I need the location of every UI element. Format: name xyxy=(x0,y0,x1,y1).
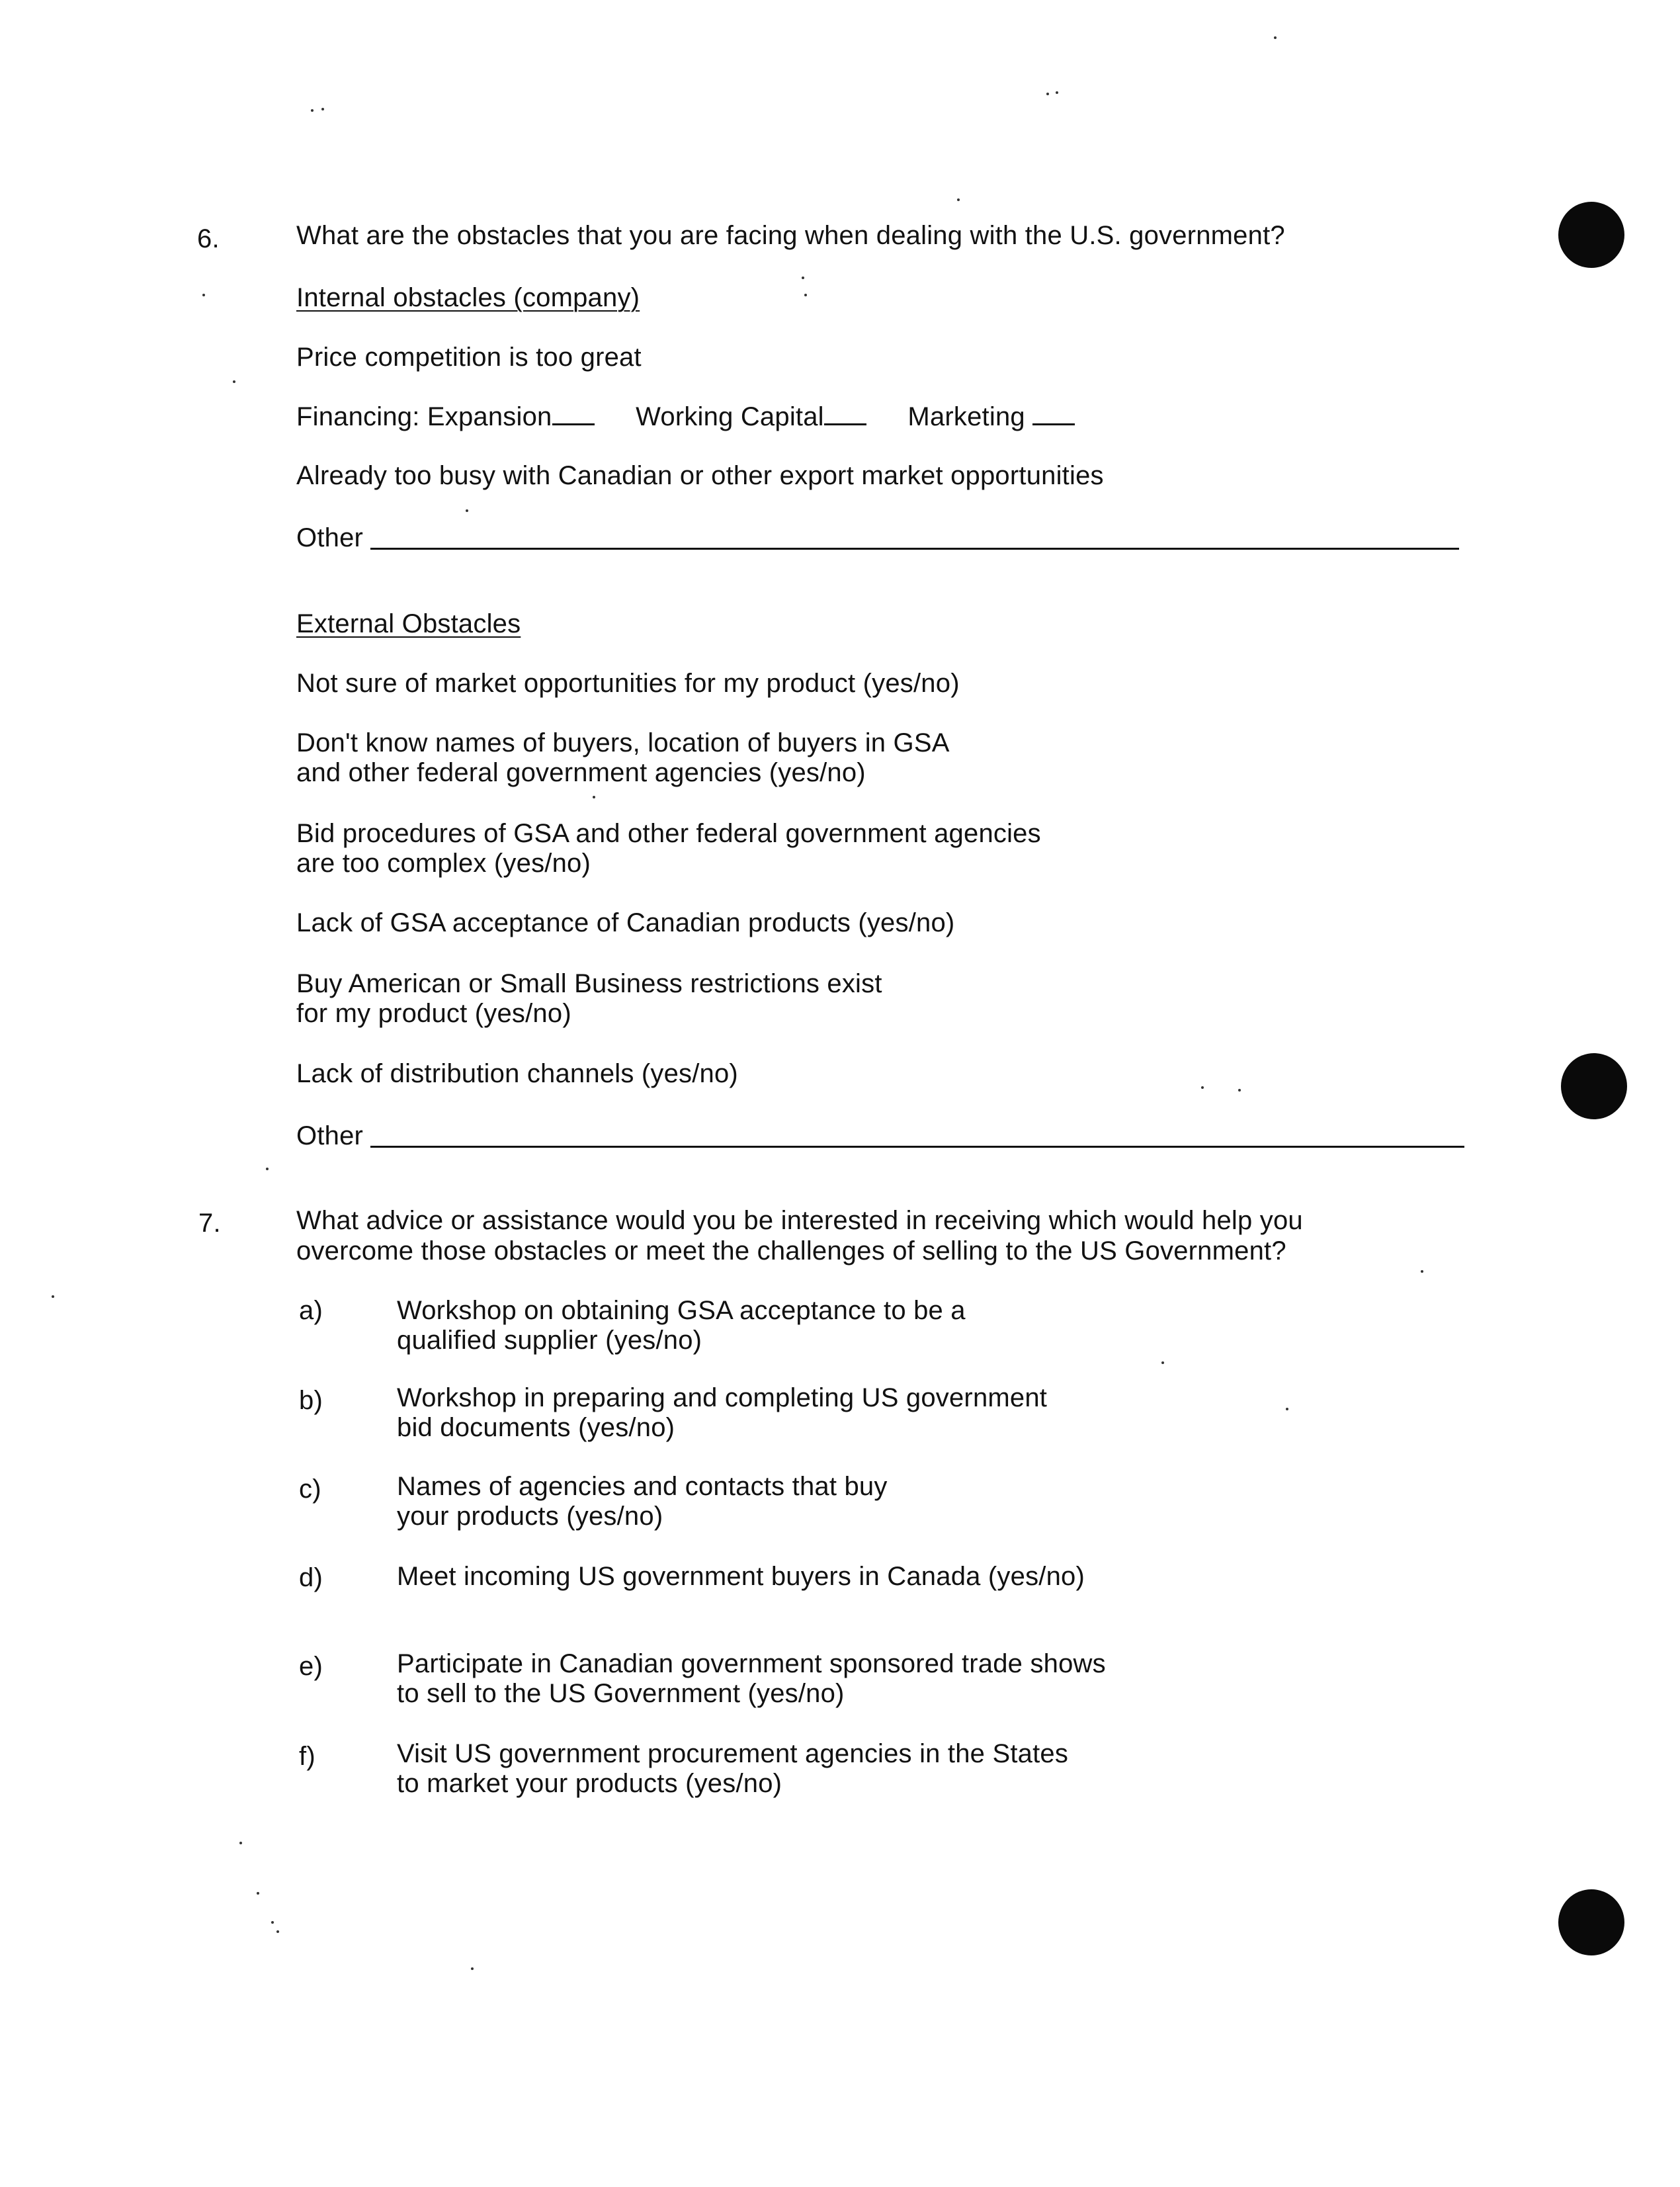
scan-speck xyxy=(52,1295,54,1298)
option-b-line-2: bid documents (yes/no) xyxy=(397,1413,675,1442)
scan-speck xyxy=(239,1842,242,1844)
question-7-line-1: What advice or assistance would you be interested in receiving which would help you xyxy=(296,1206,1303,1235)
scan-speck xyxy=(1161,1361,1164,1364)
option-a-line-1: Workshop on obtaining GSA acceptance to be a xyxy=(397,1296,966,1325)
scan-speck xyxy=(1274,36,1277,39)
option-c-letter: c) xyxy=(299,1475,321,1504)
financing-marketing-blank[interactable] xyxy=(1032,401,1075,425)
financing-working-capital-blank[interactable] xyxy=(824,401,866,425)
other-external-line[interactable] xyxy=(370,1146,1464,1148)
scan-speck xyxy=(202,294,205,296)
scan-speck xyxy=(1201,1086,1204,1089)
question-7-line-2: overcome those obstacles or meet the challenges of selling to the US Government? xyxy=(296,1236,1286,1265)
option-b-line-1: Workshop in preparing and completing US government xyxy=(397,1383,1048,1412)
external-item-1: Not sure of market opportunities for my product (yes/no) xyxy=(296,669,960,698)
option-b-letter: b) xyxy=(299,1386,323,1415)
scan-speck xyxy=(957,198,960,201)
external-item-6: Lack of distribution channels (yes/no) xyxy=(296,1059,738,1088)
scan-speck xyxy=(1046,93,1049,95)
option-f-letter: f) xyxy=(299,1742,315,1771)
scan-speck xyxy=(321,108,324,110)
scan-speck xyxy=(593,796,595,798)
scan-speck xyxy=(276,1930,279,1933)
other-external-label: Other xyxy=(296,1121,364,1150)
external-obstacles-heading: External Obstacles xyxy=(296,609,521,638)
financing-expansion-blank[interactable] xyxy=(552,401,595,425)
external-item-4: Lack of GSA acceptance of Canadian products (yes/no) xyxy=(296,908,955,937)
financing-row xyxy=(296,401,1075,432)
option-c-line-1: Names of agencies and contacts that buy xyxy=(397,1472,888,1501)
external-item-5-line-2: for my product (yes/no) xyxy=(296,999,571,1028)
question-6-number: 6. xyxy=(197,224,220,253)
option-f-line-1: Visit US government procurement agencies in the States xyxy=(397,1739,1069,1768)
option-a-line-2: qualified supplier (yes/no) xyxy=(397,1326,702,1355)
scan-speck xyxy=(1056,91,1058,94)
scan-speck xyxy=(266,1168,269,1170)
price-competition: Price competition is too great xyxy=(296,343,642,372)
other-internal-label: Other xyxy=(296,523,364,552)
scan-speck xyxy=(802,277,804,279)
scan-speck xyxy=(233,380,235,383)
scan-speck xyxy=(257,1892,259,1895)
scan-speck xyxy=(466,509,468,512)
financing-label: Financing: xyxy=(296,402,420,431)
financing-marketing-label: Marketing xyxy=(907,402,1025,431)
scan-speck xyxy=(1286,1408,1288,1410)
punch-hole-bottom xyxy=(1558,1889,1624,1955)
other-internal-line[interactable] xyxy=(370,548,1459,550)
financing-working-capital-label: Working Capital xyxy=(636,402,824,431)
already-busy: Already too busy with Canadian or other export market opportunities xyxy=(296,461,1104,490)
option-e-line-1: Participate in Canadian government sponsored trade shows xyxy=(397,1649,1106,1678)
question-6-text: What are the obstacles that you are facing when dealing with the U.S. government? xyxy=(296,221,1285,250)
internal-obstacles-heading: Internal obstacles (company) xyxy=(296,283,640,312)
external-item-2-line-2: and other federal government agencies (yes/no) xyxy=(296,758,866,787)
external-item-5-line-1: Buy American or Small Business restrictions exist xyxy=(296,969,882,998)
question-7-number: 7. xyxy=(198,1209,221,1238)
option-e-letter: e) xyxy=(299,1652,323,1681)
option-a-letter: a) xyxy=(299,1296,323,1325)
option-c-line-2: your products (yes/no) xyxy=(397,1502,663,1531)
option-d-line-1: Meet incoming US government buyers in Canada (yes/no) xyxy=(397,1562,1085,1591)
external-item-2-line-1: Don't know names of buyers, location of buyers in GSA xyxy=(296,728,950,757)
option-f-line-2: to market your products (yes/no) xyxy=(397,1769,782,1798)
option-d-letter: d) xyxy=(299,1563,323,1592)
punch-hole-top xyxy=(1558,202,1624,268)
external-item-3-line-2: are too complex (yes/no) xyxy=(296,849,591,878)
scan-speck xyxy=(1421,1270,1423,1273)
scan-speck xyxy=(311,109,314,112)
scan-speck xyxy=(804,294,807,296)
scan-speck xyxy=(1238,1089,1241,1092)
option-e-line-2: to sell to the US Government (yes/no) xyxy=(397,1679,845,1708)
punch-hole-middle xyxy=(1561,1053,1627,1119)
scan-speck xyxy=(471,1967,474,1970)
external-item-3-line-1: Bid procedures of GSA and other federal government agencies xyxy=(296,819,1041,848)
scan-speck xyxy=(271,1921,274,1924)
financing-expansion-label: Expansion xyxy=(427,402,552,431)
